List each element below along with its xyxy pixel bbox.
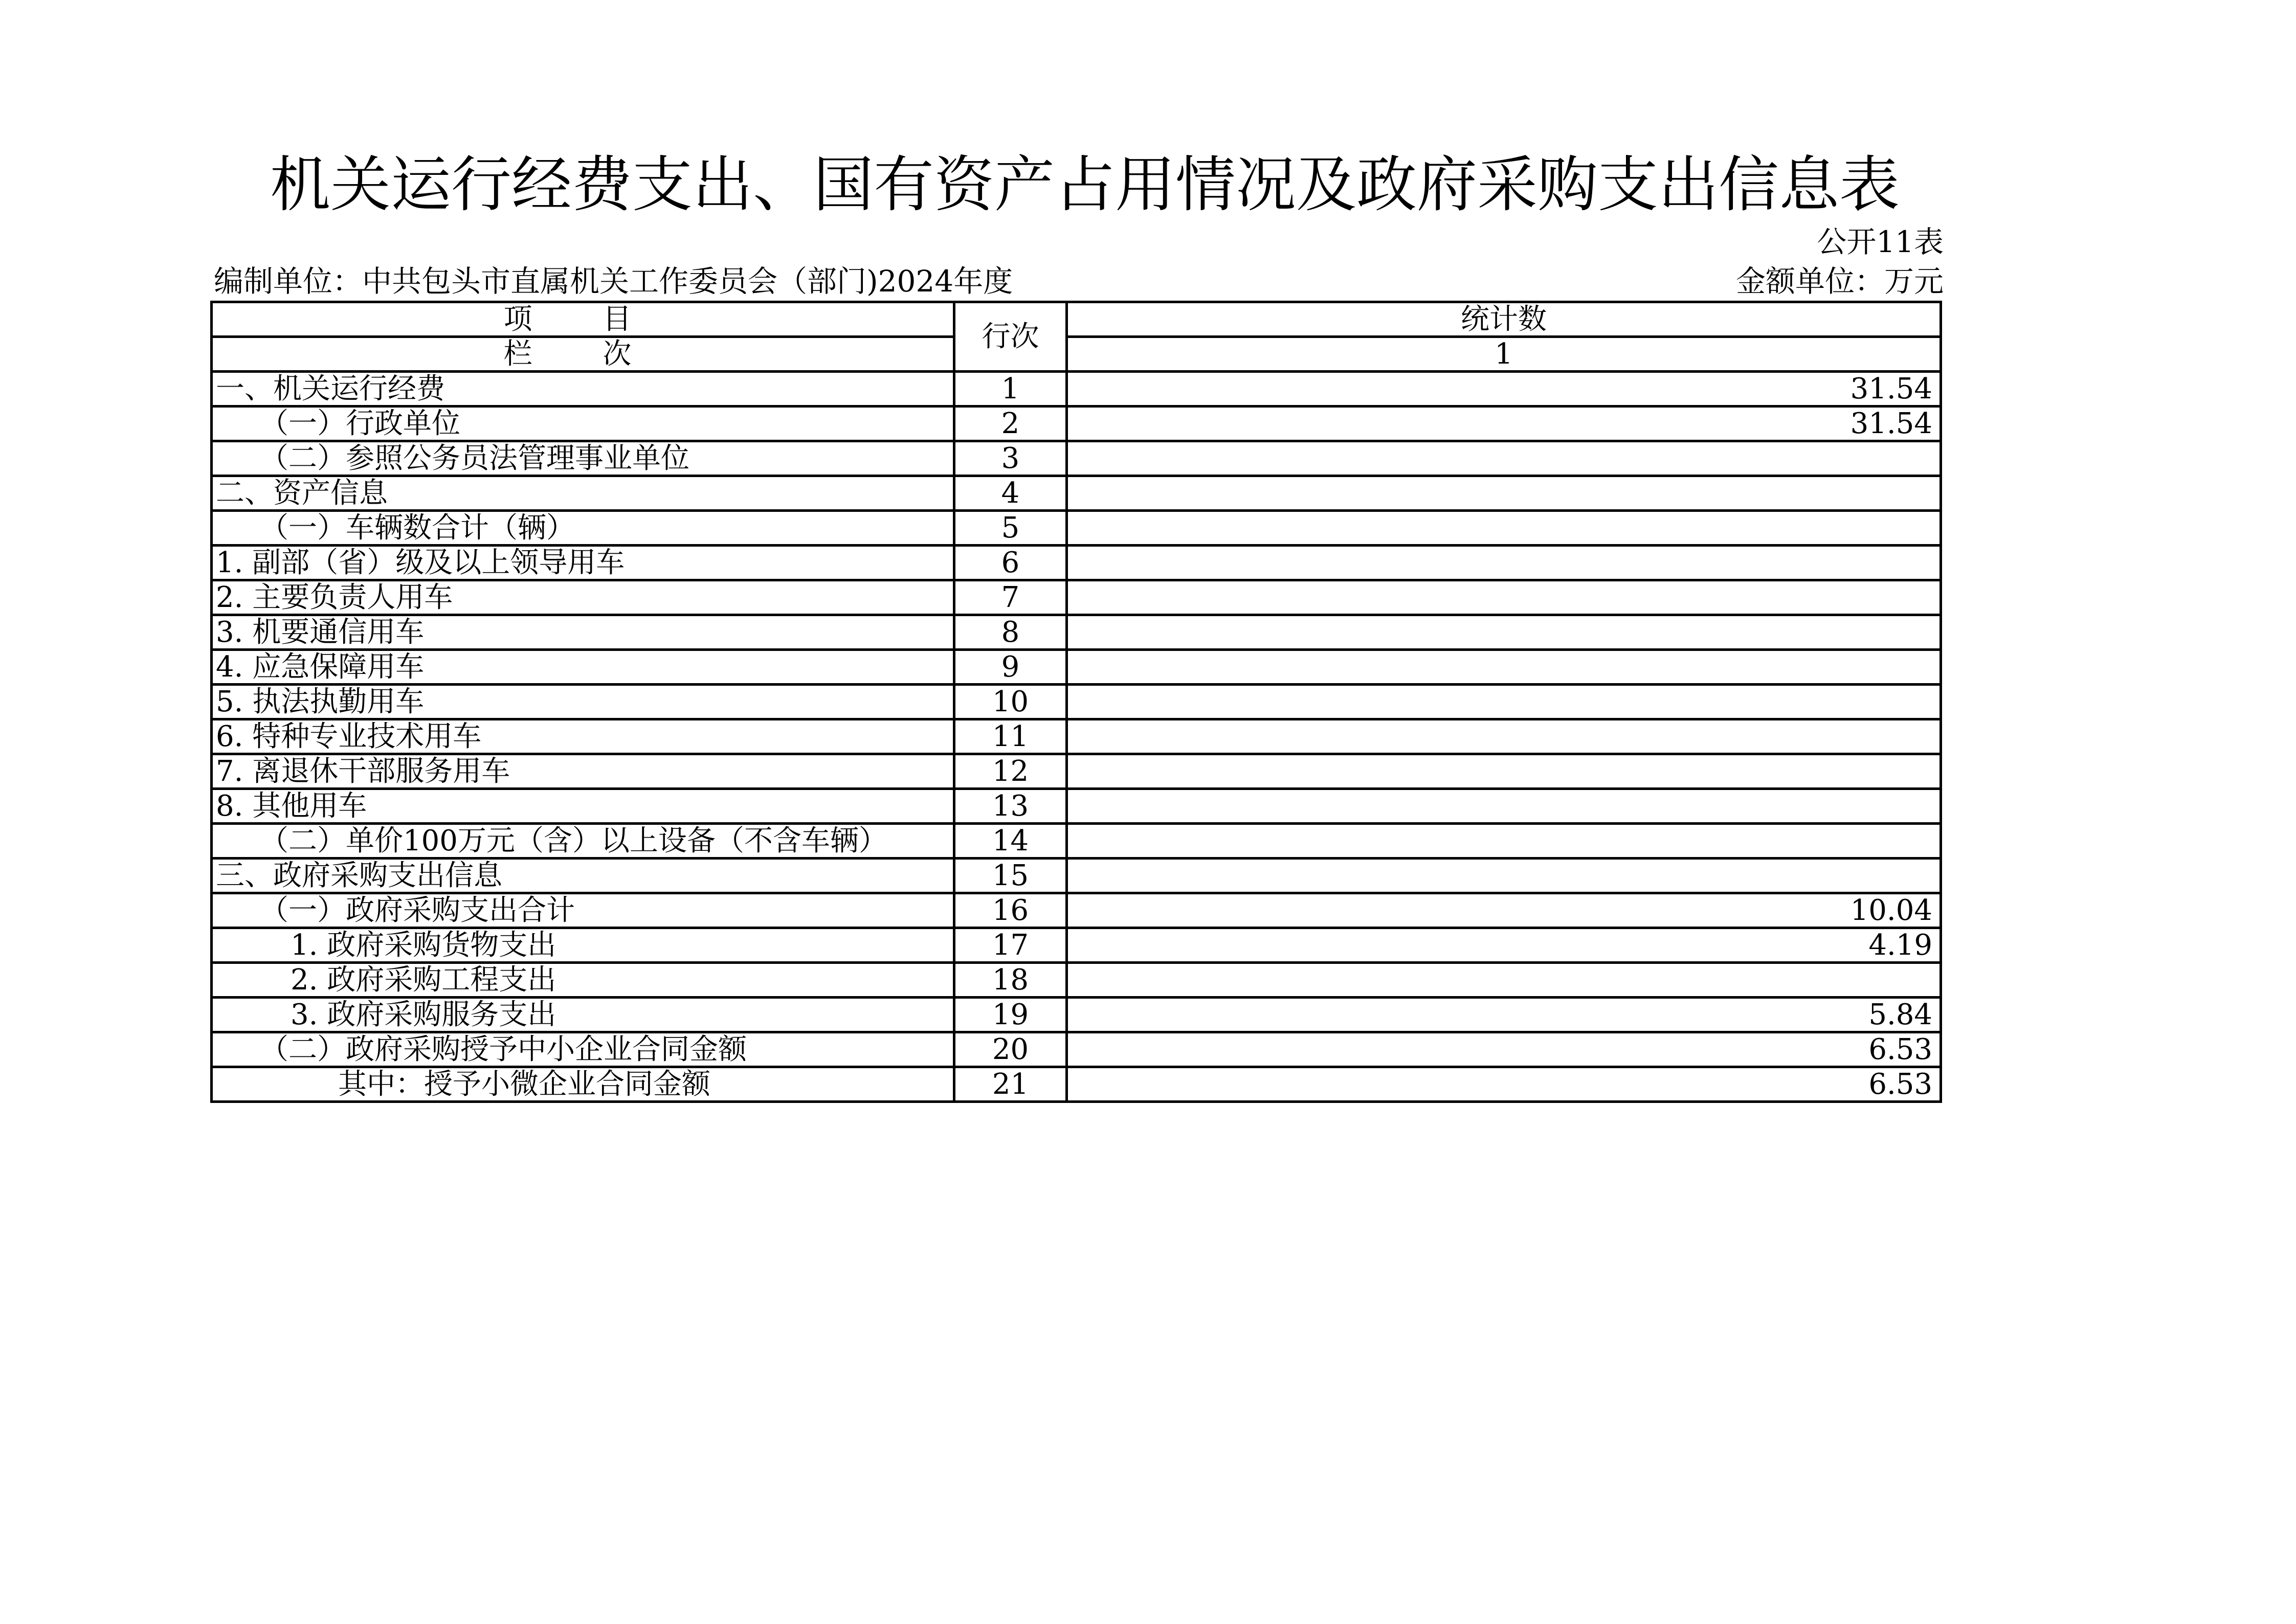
row-label: 7. 离退休干部服务用车 — [212, 754, 954, 789]
row-value — [1067, 789, 1941, 824]
row-number: 10 — [954, 685, 1067, 719]
row-label: 2. 主要负责人用车 — [212, 580, 954, 615]
row-label: 4. 应急保障用车 — [212, 650, 954, 685]
amount-unit: 金额单位：万元 — [1735, 264, 1944, 299]
row-value: 10.04 — [1067, 893, 1941, 928]
table-row — [212, 824, 1941, 859]
table-row — [212, 1067, 1941, 1102]
header-column-no: 栏 次 — [212, 337, 954, 372]
row-value — [1067, 511, 1941, 546]
row-value — [1067, 615, 1941, 650]
row-label: 三、政府采购支出信息 — [212, 859, 954, 893]
row-label: （一）政府采购支出合计 — [212, 893, 954, 928]
table-row — [212, 650, 1941, 685]
row-label: 1. 副部（省）级及以上领导用车 — [212, 546, 954, 580]
row-value — [1067, 754, 1941, 789]
table-row — [212, 615, 1941, 650]
row-number: 5 — [954, 511, 1067, 546]
row-value — [1067, 824, 1941, 859]
row-value: 5.84 — [1067, 998, 1941, 1032]
table-row — [212, 754, 1941, 789]
row-number: 15 — [954, 859, 1067, 893]
row-label: （二）政府采购授予中小企业合同金额 — [212, 1032, 954, 1067]
row-number: 18 — [954, 963, 1067, 998]
row-number: 17 — [954, 928, 1067, 963]
table-row — [212, 963, 1941, 998]
row-label: 2. 政府采购工程支出 — [212, 963, 954, 998]
row-number: 16 — [954, 893, 1067, 928]
row-number: 19 — [954, 998, 1067, 1032]
header-stat-col: 1 — [1067, 337, 1941, 372]
row-value — [1067, 476, 1941, 511]
table-row — [212, 928, 1941, 963]
header-row — [212, 302, 1941, 337]
row-label: 5. 执法执勤用车 — [212, 685, 954, 719]
table-row — [212, 372, 1941, 407]
row-label: 一、机关运行经费 — [212, 372, 954, 407]
table-row — [212, 580, 1941, 615]
row-number: 8 — [954, 615, 1067, 650]
row-number: 4 — [954, 476, 1067, 511]
row-number: 1 — [954, 372, 1067, 407]
table-row — [212, 1032, 1941, 1067]
row-number: 13 — [954, 789, 1067, 824]
table-row — [212, 441, 1941, 476]
row-number: 7 — [954, 580, 1067, 615]
row-value — [1067, 546, 1941, 580]
row-value — [1067, 963, 1941, 998]
row-value — [1067, 441, 1941, 476]
row-value — [1067, 685, 1941, 719]
row-value: 6.53 — [1067, 1032, 1941, 1067]
table-row — [212, 546, 1941, 580]
header-item: 项 目 — [212, 302, 954, 337]
page-title: 机关运行经费支出、国有资产占用情况及政府采购支出信息表 — [270, 149, 1900, 220]
row-label: 1. 政府采购货物支出 — [212, 928, 954, 963]
row-number: 3 — [954, 441, 1067, 476]
table-row — [212, 998, 1941, 1032]
row-value: 31.54 — [1067, 407, 1941, 441]
row-number: 20 — [954, 1032, 1067, 1067]
row-value — [1067, 580, 1941, 615]
table-row — [212, 511, 1941, 546]
row-label: 其中：授予小微企业合同金额 — [212, 1067, 954, 1102]
row-value: 4.19 — [1067, 928, 1941, 963]
row-value — [1067, 650, 1941, 685]
form-number: 公开11表 — [1817, 224, 1944, 259]
info-table — [210, 301, 1942, 1103]
header-stat: 统计数 — [1067, 302, 1941, 337]
row-label: 3. 机要通信用车 — [212, 615, 954, 650]
table-row — [212, 476, 1941, 511]
row-label: 6. 特种专业技术用车 — [212, 719, 954, 754]
table-row — [212, 859, 1941, 893]
row-number: 11 — [954, 719, 1067, 754]
row-value: 31.54 — [1067, 372, 1941, 407]
table-row — [212, 893, 1941, 928]
header-row-2 — [212, 337, 1941, 372]
table-row — [212, 407, 1941, 441]
row-value — [1067, 719, 1941, 754]
row-value: 6.53 — [1067, 1067, 1941, 1102]
row-label: （二）参照公务员法管理事业单位 — [212, 441, 954, 476]
row-number: 12 — [954, 754, 1067, 789]
row-label: 8. 其他用车 — [212, 789, 954, 824]
row-label: （二）单价100万元（含）以上设备（不含车辆） — [212, 824, 954, 859]
row-label: 3. 政府采购服务支出 — [212, 998, 954, 1032]
compiling-unit: 编制单位：中共包头市直属机关工作委员会（部门)2024年度 — [214, 264, 1013, 299]
row-number: 9 — [954, 650, 1067, 685]
row-label: （一）车辆数合计（辆） — [212, 511, 954, 546]
row-label: （一）行政单位 — [212, 407, 954, 441]
table-row — [212, 719, 1941, 754]
row-number: 6 — [954, 546, 1067, 580]
header-row-no: 行次 — [954, 302, 1067, 372]
table-row — [212, 789, 1941, 824]
row-number: 21 — [954, 1067, 1067, 1102]
table-row — [212, 685, 1941, 719]
row-value — [1067, 859, 1941, 893]
row-number: 14 — [954, 824, 1067, 859]
row-label: 二、资产信息 — [212, 476, 954, 511]
row-number: 2 — [954, 407, 1067, 441]
